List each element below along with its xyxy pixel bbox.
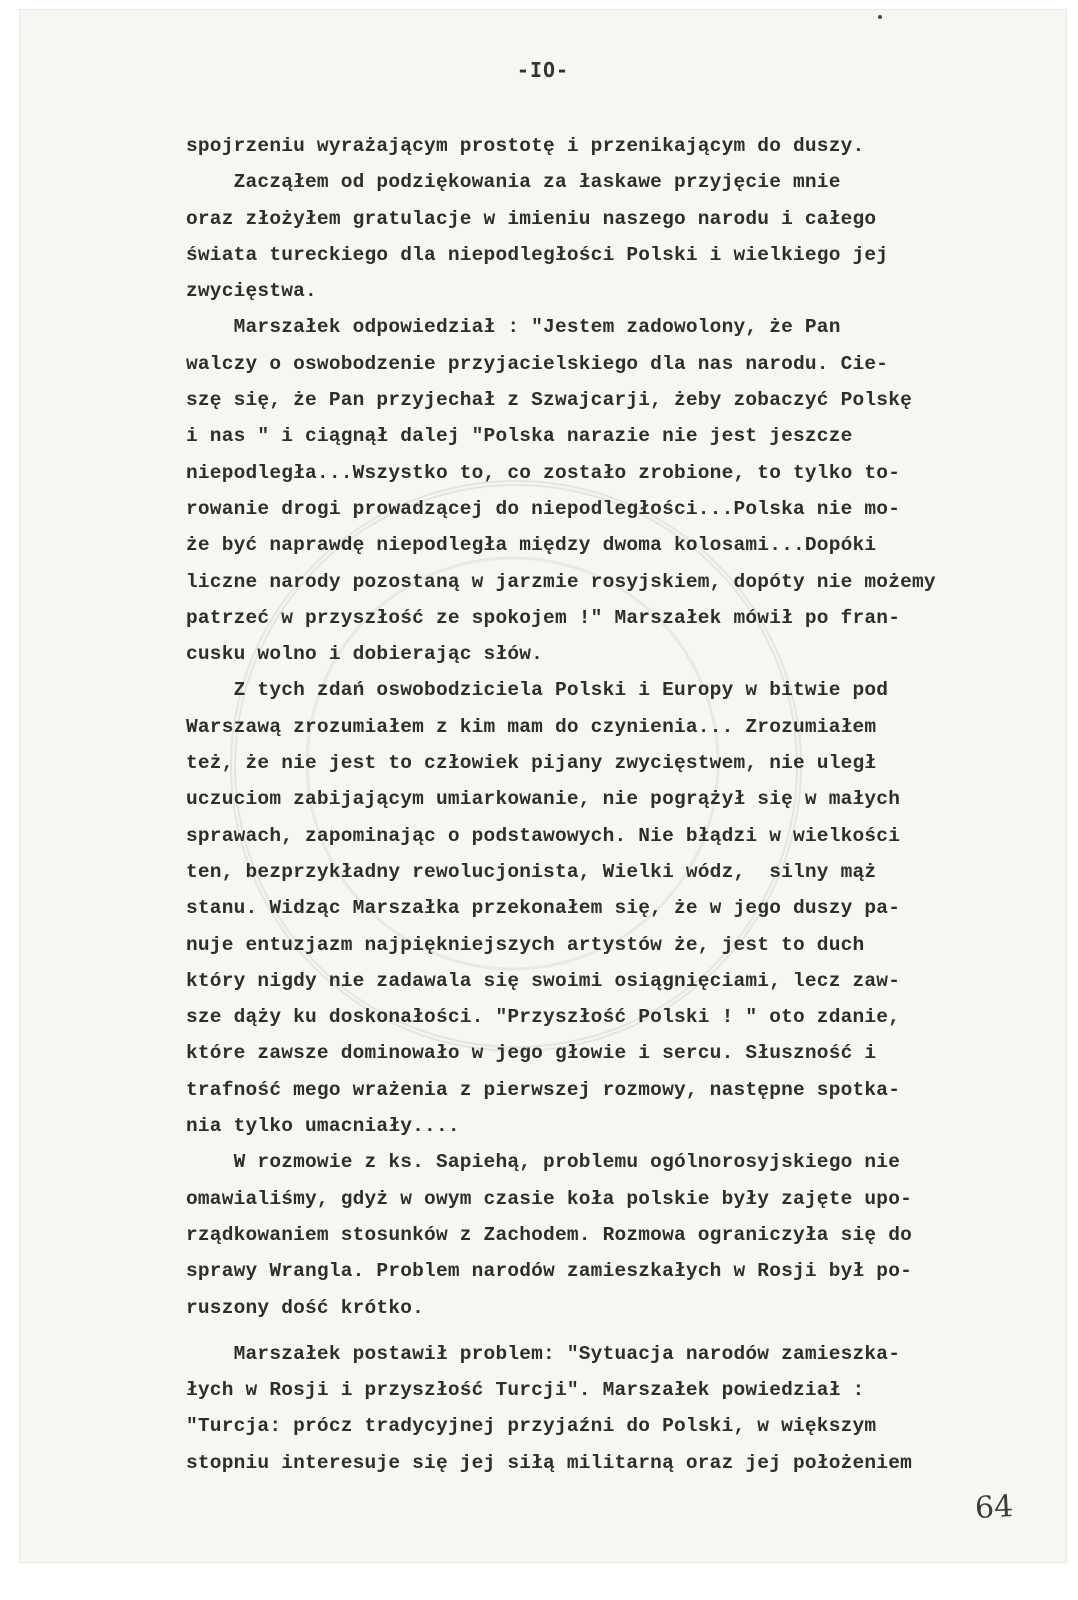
text-line: uczuciom zabijającym umiarkowanie, nie pogrążył się w małych [186, 788, 901, 811]
text-line: niepodległa...Wszystko to, co zostało zrobione, to tylko to- [186, 461, 901, 484]
text-line: spojrzeniu wyrażającym prostotę i przenikającym do duszy. [186, 135, 865, 157]
text-line: stopniu interesuje się jej siłą militarną oraz jej położeniem [186, 1451, 913, 1474]
text-line: nuje entuzjazm najpiękniejszych artystów że, jest to duch [186, 933, 865, 956]
text-line: szę się, że Pan przyjechał z Szwajcarji, żeby zobaczyć Polskę [186, 389, 913, 412]
text-line: Z tych zdań oswobodziciela Polski i Europy w bitwie pod [186, 679, 889, 702]
paragraph-gap [186, 1326, 1056, 1336]
text-line: i nas " i ciągnął dalej "Polska narazie nie jest jeszcze [186, 425, 853, 448]
text-line: Marszałek postawił problem: "Sytuacja narodów zamieszka- [186, 1342, 901, 1365]
text-line: sprawach, zapominając o podstawowych. Nie błądzi w wielkości [186, 824, 901, 847]
page-number: -IO- [516, 58, 570, 82]
text-line: też, że nie jest to człowiek pijany zwycięstwem, nie uległ [186, 752, 877, 775]
text-line: rowanie drogi prowadzącej do niepodległości...Polska nie mo- [186, 497, 901, 520]
text-line: oraz złożyłem gratulacje w imieniu naszego narodu i całego [186, 207, 877, 230]
text-line: liczne narody pozostaną w jarzmie rosyjskiem, dopóty nie możemy [186, 570, 936, 593]
text-line: cusku wolno i dobierając słów. [186, 643, 544, 666]
handwritten-folio-number: 64 [974, 1489, 1015, 1526]
text-line: sze dąży ku doskonałości. "Przyszłość Polski ! " oto zdanie, [186, 1006, 901, 1029]
text-line: stanu. Widząc Marszałka przekonałem się, że w jego duszy pa- [186, 897, 901, 920]
text-line: W rozmowie z ks. Sapiehą, problemu ogólnorosyjskiego nie [186, 1151, 901, 1174]
document-page [20, 10, 1066, 1562]
text-line: rządkowaniem stosunków z Zachodem. Rozmowa ograniczyła się do [186, 1223, 913, 1246]
text-line: łych w Rosji i przyszłość Turcji". Marszałek powiedział : [186, 1379, 865, 1402]
text-line: zwycięstwa. [186, 280, 317, 303]
text-line: ten, bezprzykładny rewolucjonista, Wielki wódz, silny mąż [186, 860, 877, 883]
text-line: że być naprawdę niepodległa między dwoma kolosami...Dopóki [186, 534, 877, 557]
text-line: które zawsze dominowało w jego głowie i sercu. Słuszność i [186, 1042, 877, 1065]
ink-dot-mark [878, 15, 882, 19]
text-line: który nigdy nie zadawala się swoimi osiągnięciami, lecz zaw- [186, 969, 901, 992]
text-line: nia tylko umacniały.... [186, 1115, 460, 1138]
typewritten-body [186, 128, 1056, 1481]
text-line: Warszawą zrozumiałem z kim mam do czynienia... Zrozumiałem [186, 715, 877, 738]
text-line: trafność mego wrażenia z pierwszej rozmowy, następne spotka- [186, 1078, 901, 1101]
text-line: omawialiśmy, gdyż w owym czasie koła polskie były zajęte upo- [186, 1187, 913, 1210]
text-line: sprawy Wrangla. Problem narodów zamieszkałych w Rosji był po- [186, 1260, 913, 1283]
text-line: Marszałek odpowiedział : "Jestem zadowolony, że Pan [186, 316, 841, 339]
text-line: patrzeć w przyszłość ze spokojem !" Marszałek mówił po fran- [186, 606, 901, 629]
text-line: "Turcja: prócz tradycyjnej przyjaźni do Polski, w większym [186, 1415, 877, 1438]
text-line: Zacząłem od podziękowania za łaskawe przyjęcie mnie [186, 171, 841, 194]
text-line: świata tureckiego dla niepodległości Polski i wielkiego jej [186, 243, 889, 266]
text-line: ruszony dość krótko. [186, 1296, 425, 1319]
text-line: walczy o oswobodzenie przyjacielskiego dla nas narodu. Cie- [186, 352, 889, 375]
